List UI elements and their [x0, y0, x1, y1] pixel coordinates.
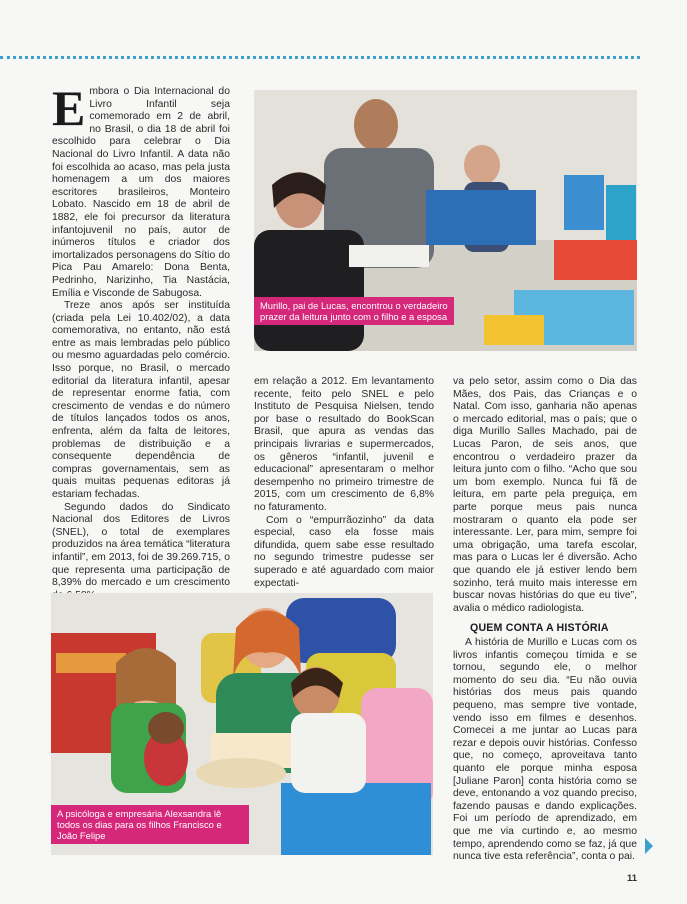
article-column-3: [453, 376, 637, 615]
dropcap: E: [52, 80, 86, 136]
top-dotted-rule: [0, 56, 640, 59]
article-paragraph: [52, 80, 230, 300]
article-paragraph: em relação a 2012. Em levantamento recente, feito pelo SNEL e pelo Instituto de Pesquisa Nielsen, tendo por base o resultado do BookScan Brasil, que apura as vendas das principais livrarias e supermercados, os gêneros “infantil, juvenil e educacional” apresentaram o melhor desempenho no primeiro trimestre de 2015, com um crescimento de 6,8% no faturamento.: [254, 376, 434, 513]
article-column-2: [254, 376, 434, 590]
section-subheading: QUEM CONTA A HISTÓRIA: [470, 622, 609, 634]
article-paragraph: va pelo setor, assim como o Dia das Mães, dos Pais, das Crianças e o Natal. Com isso, ganharia não apenas o mercado editorial, mas o país; que o diga Murillo Salles Machado, pai de Lucas Paron, de seis anos, que encontrou o verdadeiro prazer da leitura junto com o filho. “Acho que sou um bom exemplo. Nunca fui fã de leitura, em parte pela preguiça, em parte porque meus pais nunca mostraram o quanto ela pode ser interessante. Ler, para mim, sempre foi uma obrigação, uma tarefa escolar, mas para o Lucas ler é diversão. Acho que quando ele já estiver lendo bem sozinho, terá muito mais interesse em buscar novas histórias do que eu tive”, avalia o médico radiologista.: [453, 376, 637, 614]
continue-arrow-icon: [645, 838, 653, 854]
article-column-1: [52, 80, 230, 602]
photo-family-reading: [254, 90, 637, 351]
photo1-caption: Murillo, pai de Lucas, encontrou o verdadeiro prazer da leitura junto com o filho e a esposa: [254, 297, 454, 325]
article-paragraph: Treze anos após ser instituída (criada pela Lei 10.402/02), a data comemorativa, no entanto, não está entre as mais lembradas pelo público ou mesmo aguardadas pelo comércio. Isso porque, no Brasil, o mercado editorial da literatura infantil, apesar de representar enorme fatia, com crescimento de vendas e do número de títulos lançados todos os anos, enfrenta, além da falta de leitores, problemas de distribuição e a consequente dependência de compras governamentais, sem as quais muitas pequenas editoras já estariam fechadas.: [52, 300, 230, 500]
photo2-caption: A psicóloga e empresária Alexsandra lê todos os dias para os filhos Francisco e João Felipe: [51, 805, 249, 844]
paragraph-text: mbora o Dia Internacional do Livro Infantil seja comemorado em 2 de abril, no Brasil, o dia 18 de abril foi escolhido para celebrar o Dia Nacional do Livro Infantil. A data não foi escolhida ao acaso, mas pela justa homenagem a um dos maiores escritores brasileiros, Monteiro Lobato. Nascido em 18 de abril de 1882, ele foi precursor da literatura infantojuvenil no país, autor de inúmeros títulos e criador dos imortalizados personagens do Sítio do Pica Pau Amarelo: Dona Benta, Pedrinho, Narizinho, Tia Nastácia, Emília e Visconde de Sabugosa.: [52, 86, 230, 299]
photo-mother-reading: [51, 593, 433, 855]
article-column-3-continued: [453, 637, 637, 864]
article-paragraph: Com o “empurrãozinho” da data especial, caso ela fosse mais difundida, quem sabe esse resultado no segundo trimestre pudesse ser superado e até aguardado com maior expectati-: [254, 514, 434, 589]
article-paragraph: Segundo dados do Sindicato Nacional dos Editores de Livros (SNEL), o total de exemplares produzidos na área temática “literatura infantil”, em 2013, foi de 39.269.715, o que representa uma participação de 8,39% do mercado e um crescimento: [52, 501, 230, 589]
article-paragraph: A história de Murillo e Lucas com os livros infantis começou tímida e se tornou, segundo ele, o melhor momento do seu dia. “Eu não ouvia histórias dos meus pais quando pequeno, mas sempre tive vontade, vendo isso em filmes e desenhos. Comecei a me juntar ao Lucas para rezar e depois ouvir histórias. Confesso que, no começo, aproveitava tanto quanto ele porque minha esposa [Juliane Paron] conta história como se deve, entonando a voz quando preciso, fazendo pausas e dando explicações. Foi um período de aprendizado, em que me via curtindo e, ao mesmo tempo, aprendendo como se faz, já que nunca tive esta referência”, conta o pai.: [453, 637, 637, 863]
page-number: 11: [627, 873, 638, 884]
